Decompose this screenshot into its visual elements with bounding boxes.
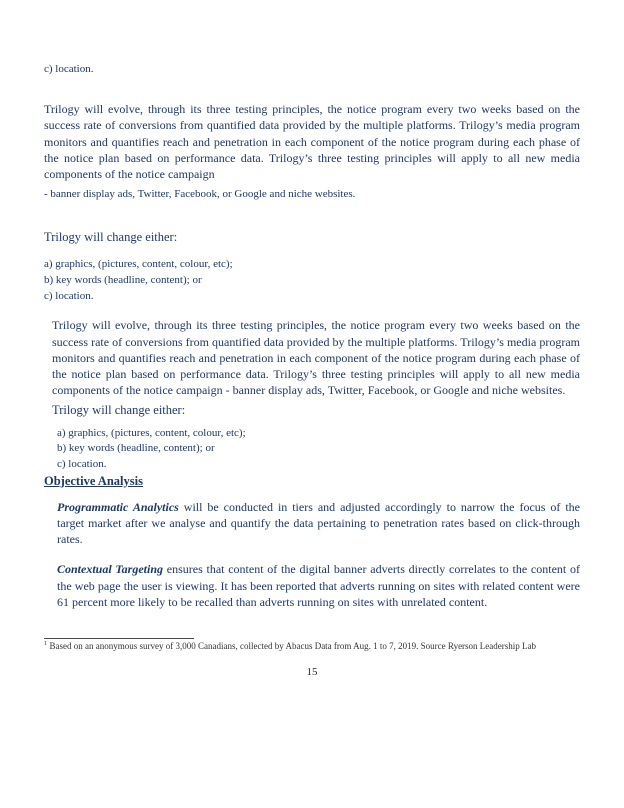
list-item: a) graphics, (pictures, content, colour, etc); — [44, 258, 233, 271]
list-item: b) key words (headline, content); or — [57, 442, 215, 455]
paragraph-trilogy-evolve-2: Trilogy will evolve, through its three testing principles, the notice program every two weeks based on the success rate of conversions from quantified data provided by the multiple platforms. Trilogy’s media program monitors and quantifies reach and penetration in each component of the notice program during each phase of the notice plan based on performance data. Trilogy’s three testing principles will apply to all new media components of the notice campaign - banner display ads, Twitter, Facebook, or Google and niche websites. — [52, 318, 580, 398]
page-number: 15 — [306, 665, 318, 678]
paragraph-programmatic-analytics — [57, 499, 580, 548]
list-item: b) key words (headline, content); or — [44, 274, 202, 287]
contextual-targeting-text: ensures that content of the digital banner adverts directly correlates to the content of the web page the user is viewing. It has been reported that adverts running on sites with related content were 61 percent more likely to be recalled than adverts running on sites with unrelated content. — [57, 562, 580, 610]
footnote-text: Based on an anonymous survey of 3,000 Canadians, collected by Abacus Data from Aug. 1 to 7, 2019. Source Ryerson Leadership Lab — [47, 641, 537, 652]
intro-list-item-c: c) location. — [44, 63, 94, 75]
list-item: c) location. — [44, 289, 94, 302]
programmatic-analytics-lead: Programmatic Analytics — [57, 499, 179, 514]
footnote-marker: 1 — [44, 640, 48, 648]
objective-analysis-heading: Objective Analysis — [44, 473, 143, 488]
change-either-lead-2: Trilogy will change either: — [52, 402, 186, 417]
footnote-area — [44, 638, 580, 653]
change-options-list-2 — [57, 426, 580, 473]
change-either-lead-1: Trilogy will change either: — [44, 230, 178, 245]
list-item: a) graphics, (pictures, content, colour, etc); — [57, 426, 246, 439]
change-options-list-1 — [44, 257, 580, 304]
paragraph-contextual-targeting — [57, 561, 580, 610]
footnote-separator-rule — [44, 638, 194, 639]
contextual-targeting-lead: Contextual Targeting — [57, 562, 163, 577]
programmatic-analytics-text: will be conducted in tiers and adjusted accordingly to narrow the focus of the target market after we analyse and quantify the data pertaining to penetration rates based on click-through rates. — [57, 499, 581, 547]
list-item: c) location. — [57, 457, 107, 470]
paragraph-trilogy-evolve-1: Trilogy will evolve, through its three testing principles, the notice program every two weeks based on the success rate of conversions from quantified data provided by the multiple platforms. Trilogy’s media program monitors and quantifies reach and penetration in each component of the notice program during each phase of the notice plan based on performance data. Trilogy’s three testing principles will apply to all new media components of the notice campaign — [44, 102, 580, 182]
footnote — [44, 641, 580, 653]
banner-display-ads-line: - banner display ads, Twitter, Facebook, or Google and niche websites. — [44, 188, 356, 201]
